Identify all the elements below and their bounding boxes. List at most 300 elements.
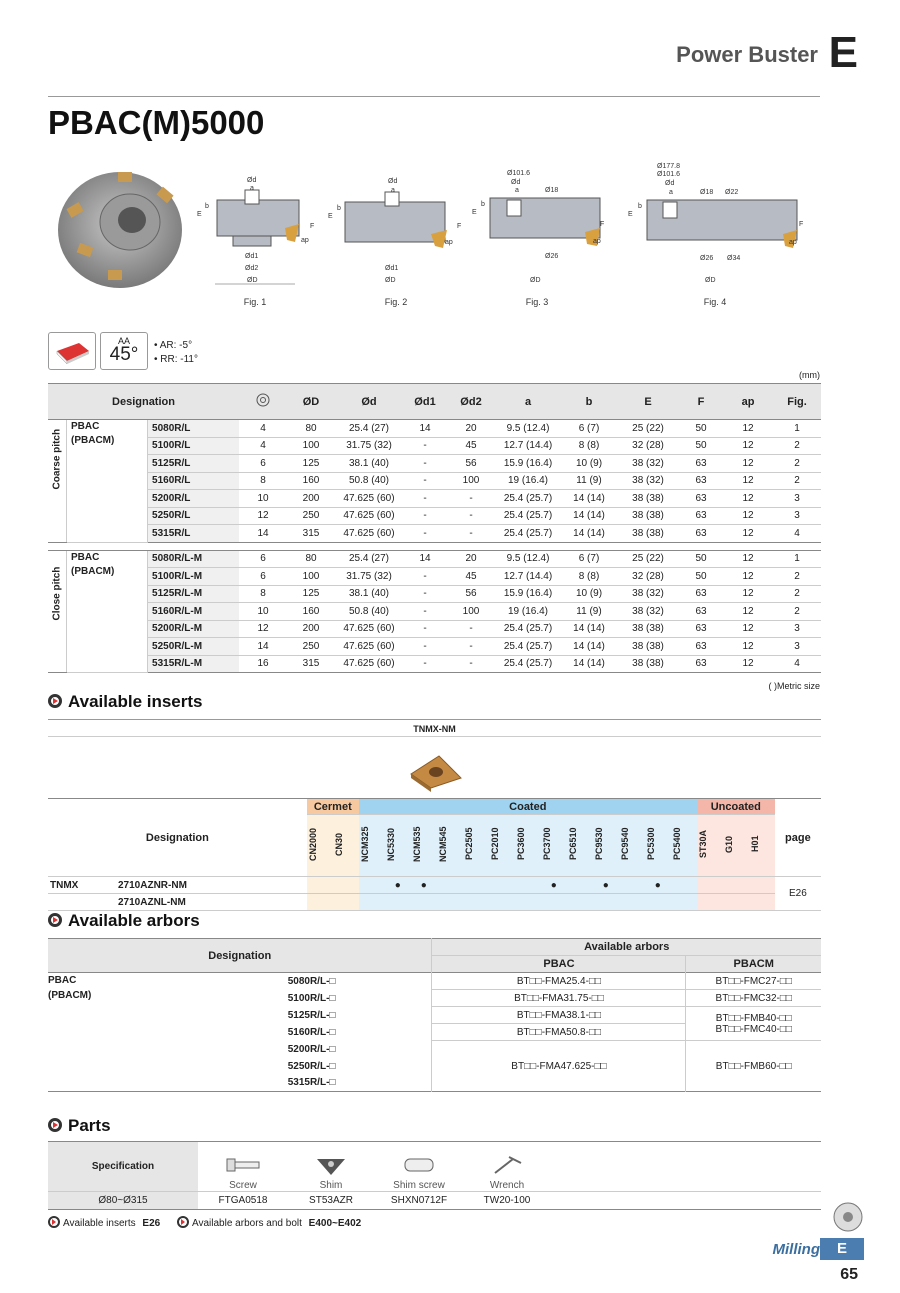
arb-col-pbacm: PBACM <box>686 956 821 973</box>
grade-name: NC5330 <box>385 827 396 861</box>
fig-label: Fig. 1 <box>243 297 267 307</box>
parts-table <box>48 1141 821 1210</box>
fig-dim-label: b <box>638 203 642 210</box>
footer-arbors[interactable]: Available arbors and bolt <box>192 1218 302 1229</box>
grade-header <box>307 815 333 877</box>
table-row <box>48 603 821 621</box>
arbors-heading <box>48 911 200 931</box>
pitch-text: Coarse pitch <box>51 429 63 490</box>
value-cell: 6 <box>239 568 287 586</box>
grade-cell <box>307 894 333 911</box>
unit-label: (mm) <box>799 370 820 380</box>
value-cell: 20 <box>447 550 495 568</box>
value-cell: 14 (14) <box>561 620 617 638</box>
value-cell: 3 <box>773 490 821 508</box>
value-cell: 160 <box>287 472 335 490</box>
grade-cell <box>463 894 489 911</box>
page-number: 65 <box>840 1266 858 1283</box>
value-cell: 50 <box>679 568 723 586</box>
value-cell: 38 (38) <box>617 655 679 673</box>
value-cell: 25.4 (27) <box>335 550 403 568</box>
footer-inserts-page[interactable]: E26 <box>142 1218 161 1229</box>
value-cell: 6 <box>239 550 287 568</box>
value-cell: 10 (9) <box>561 585 617 603</box>
value-cell: 47.625 (60) <box>335 525 403 543</box>
value-cell: 12 <box>723 585 773 603</box>
value-cell: - <box>447 525 495 543</box>
part-code: FTGA0518 <box>218 1195 268 1206</box>
coated-header: Coated <box>359 799 697 815</box>
value-cell: 250 <box>287 507 335 525</box>
value-cell: 125 <box>287 585 335 603</box>
value-cell: 2 <box>773 472 821 490</box>
value-cell: - <box>403 437 447 455</box>
arbors-table <box>48 938 821 1092</box>
value-cell: 8 <box>239 585 287 603</box>
value-cell: 47.625 (60) <box>335 655 403 673</box>
grade-name: CN30 <box>333 832 344 856</box>
fig-dim-label: E <box>197 211 202 218</box>
fig-dim-label: Ø101.6 <box>507 170 530 177</box>
fig-dim-label: a <box>250 185 254 192</box>
fig-dim-label: Ø177.8 <box>657 163 680 170</box>
value-cell: 12 <box>239 507 287 525</box>
fig-dim-label: Ø18 <box>545 187 559 194</box>
value-cell: 14 <box>403 420 447 438</box>
insert-angle-icon <box>48 332 96 370</box>
fig-dim-label: ØD <box>247 277 258 284</box>
col-a: a <box>495 384 561 420</box>
part-shim <box>288 1142 374 1192</box>
value-cell: - <box>403 620 447 638</box>
pbacm-arbor: BT□□-FMC32-□□ <box>686 990 821 1007</box>
bullet-icon <box>48 694 62 708</box>
fig-dim-label: Ød1 <box>385 265 399 272</box>
value-cell: 11 (9) <box>561 603 617 621</box>
value-cell: 32 (28) <box>617 437 679 455</box>
arbor-code: 5125R/L-□ <box>287 1009 336 1021</box>
grade-cell <box>515 877 541 894</box>
value-cell: 50 <box>679 420 723 438</box>
value-cell: 4 <box>239 437 287 455</box>
grade-cell <box>333 894 359 911</box>
value-cell: - <box>447 638 495 656</box>
arbor-code: 5250R/L-□ <box>287 1060 336 1072</box>
link-icon <box>48 1216 60 1228</box>
value-cell: - <box>403 455 447 473</box>
value-cell: 125 <box>287 455 335 473</box>
fig-dim-label: Ø22 <box>725 189 739 196</box>
value-cell: 25.4 (25.7) <box>495 525 561 543</box>
value-cell: 200 <box>287 490 335 508</box>
arbor-group <box>48 973 158 1092</box>
table-row <box>48 1007 821 1024</box>
pbacm-arbor <box>686 1007 821 1041</box>
part-wrench <box>464 1142 550 1192</box>
value-cell: 12 <box>723 655 773 673</box>
value-cell: 25.4 (25.7) <box>495 490 561 508</box>
value-cell: 315 <box>287 655 335 673</box>
col-F: F <box>679 384 723 420</box>
fig-dim-label: Ø26 <box>545 253 559 260</box>
arbor-line: BT□□-FMC40-□□ <box>715 1023 792 1035</box>
value-cell: 12 <box>723 437 773 455</box>
grade-cell <box>411 894 437 911</box>
value-cell: 3 <box>773 507 821 525</box>
page-title: PBAC(M)5000 <box>48 104 265 141</box>
value-cell: - <box>447 490 495 508</box>
part-screw <box>198 1142 288 1192</box>
grade-cell: ● <box>645 877 671 894</box>
value-cell: 2 <box>773 437 821 455</box>
value-cell: 14 (14) <box>561 638 617 656</box>
fig-dim-label: ap <box>445 239 453 246</box>
value-cell: 25.4 (25.7) <box>495 620 561 638</box>
value-cell: 50 <box>679 550 723 568</box>
value-cell: 38 (32) <box>617 603 679 621</box>
arbor-code: 5100R/L-□ <box>287 992 336 1004</box>
insert-code: 2710AZNR-NM <box>118 877 307 894</box>
col-designation: Designation <box>48 384 239 420</box>
cutter-product-image <box>48 160 188 295</box>
table-row <box>48 1041 821 1058</box>
value-cell: 2 <box>773 568 821 586</box>
value-cell: 38.1 (40) <box>335 585 403 603</box>
fig3-drawing <box>472 170 604 284</box>
designation-cell: 5100R/L-M <box>148 568 239 586</box>
value-cell: - <box>447 507 495 525</box>
value-cell: 6 (7) <box>561 420 617 438</box>
grade-header <box>541 815 567 877</box>
grade-header <box>411 815 437 877</box>
grade-header <box>437 815 463 877</box>
grade-name: PC3700 <box>541 827 552 861</box>
ins-col-designation: Designation <box>48 799 307 877</box>
value-cell: 31.75 (32) <box>335 568 403 586</box>
value-cell: 1 <box>773 420 821 438</box>
value-cell: - <box>403 568 447 586</box>
grade-cell <box>359 877 385 894</box>
inserts-title: Available inserts <box>68 692 203 711</box>
grade-name: CN2000 <box>307 827 318 861</box>
value-cell: 25.4 (25.7) <box>495 655 561 673</box>
value-cell: 9.5 (12.4) <box>495 550 561 568</box>
grade-cell <box>645 894 671 911</box>
value-cell: 25.4 (27) <box>335 420 403 438</box>
table-row <box>48 620 821 638</box>
aa-label: AA <box>117 336 130 346</box>
grade-header <box>645 815 671 877</box>
table-row <box>48 568 821 586</box>
arbor-line: BT□□-FMB40-□□ <box>715 1012 792 1024</box>
value-cell: 63 <box>679 472 723 490</box>
value-cell: 12 <box>723 472 773 490</box>
designation-cell: 5315R/L-M <box>148 655 239 673</box>
fig-dim-label: E <box>328 213 333 220</box>
wrench-icon <box>487 1153 527 1177</box>
part-name: Wrench <box>489 1180 525 1191</box>
value-cell: 63 <box>679 525 723 543</box>
fig-dim-label: b <box>481 201 485 208</box>
grade-cell <box>593 894 619 911</box>
grade-cell <box>489 894 515 911</box>
grade-name: PC5400 <box>671 827 682 861</box>
grade-cell <box>749 894 775 911</box>
insert-count-icon <box>256 393 270 407</box>
rake-angles <box>154 339 198 367</box>
pbac-arbor: BT□□-FMA47.625-□□ <box>432 1041 686 1092</box>
table-row <box>48 420 821 438</box>
grade-cell <box>437 894 463 911</box>
grade-name: PC3600 <box>515 827 526 861</box>
table-row <box>48 585 821 603</box>
value-cell: 10 <box>239 490 287 508</box>
value-cell: 2 <box>773 603 821 621</box>
grade-cell <box>567 877 593 894</box>
approach-angle-value: 45° <box>109 344 139 365</box>
value-cell: 12 <box>239 620 287 638</box>
col-E: E <box>617 384 679 420</box>
pbacm-arbor: BT□□-FMB60-□□ <box>686 1041 821 1092</box>
value-cell: 15.9 (16.4) <box>495 585 561 603</box>
col-b: b <box>561 384 617 420</box>
insert-page[interactable]: E26 <box>775 877 821 911</box>
table-row <box>48 655 821 673</box>
value-cell: 19 (16.4) <box>495 472 561 490</box>
grade-header <box>489 815 515 877</box>
value-cell: 80 <box>287 420 335 438</box>
arb-col-pbac: PBAC <box>432 956 686 973</box>
fig-dim-label: Ød <box>388 178 398 185</box>
fig-dim-label: Ød <box>665 180 675 187</box>
value-cell: 100 <box>287 568 335 586</box>
value-cell: 63 <box>679 455 723 473</box>
value-cell: 10 (9) <box>561 455 617 473</box>
parts-range: Ø80~Ø315 <box>48 1192 198 1210</box>
parts-col-spec: Specification <box>48 1142 198 1192</box>
value-cell: 8 (8) <box>561 437 617 455</box>
grade-name: H01 <box>749 835 760 853</box>
value-cell: 47.625 (60) <box>335 507 403 525</box>
dimension-drawings <box>195 163 825 295</box>
grade-header <box>671 815 697 877</box>
table-row <box>48 437 821 455</box>
thumbnail-cutter-icon <box>832 1198 864 1236</box>
value-cell: 8 <box>239 472 287 490</box>
value-cell: 38 (38) <box>617 507 679 525</box>
spec-table <box>48 383 821 673</box>
value-cell: 2 <box>773 455 821 473</box>
value-cell: - <box>403 638 447 656</box>
grade-name: PC5300 <box>645 827 656 861</box>
grade-header <box>359 815 385 877</box>
designation-cell: 5200R/L-M <box>148 620 239 638</box>
grade-cell <box>671 894 697 911</box>
fig-dim-label: a <box>515 187 519 194</box>
value-cell: 80 <box>287 550 335 568</box>
bullet-icon <box>48 913 62 927</box>
fig-dim-label: F <box>457 223 462 230</box>
grade-cell <box>671 877 697 894</box>
grade-name: PC2505 <box>463 827 474 861</box>
value-cell: 15.9 (16.4) <box>495 455 561 473</box>
screw-icon <box>223 1153 263 1177</box>
value-cell: 12 <box>723 550 773 568</box>
grade-name: NCM545 <box>437 826 448 862</box>
footer-links <box>48 1216 361 1229</box>
footer-inserts[interactable]: Available inserts <box>63 1218 136 1229</box>
section-title: Power Buster <box>676 42 818 67</box>
value-cell: 3 <box>773 620 821 638</box>
value-cell: 56 <box>447 455 495 473</box>
grade-cell <box>333 877 359 894</box>
fig-dim-label: Ød1 <box>245 253 259 260</box>
value-cell: 20 <box>447 420 495 438</box>
value-cell: 25.4 (25.7) <box>495 638 561 656</box>
metric-note: ( )Metric size <box>768 681 820 691</box>
tnmx-insert-image <box>405 750 465 792</box>
value-cell: - <box>403 490 447 508</box>
value-cell: 50.8 (40) <box>335 472 403 490</box>
fig1-drawing <box>197 177 314 284</box>
value-cell: 12 <box>723 507 773 525</box>
fig-label: Fig. 3 <box>525 297 549 307</box>
value-cell: 63 <box>679 655 723 673</box>
value-cell: - <box>403 603 447 621</box>
footer-arbors-page[interactable]: E400~E402 <box>308 1218 362 1229</box>
fig-label: Fig. 4 <box>703 297 727 307</box>
value-cell: 14 <box>403 550 447 568</box>
group-line: (PBACM) <box>48 990 92 1001</box>
value-cell: - <box>447 620 495 638</box>
value-cell: 38 (32) <box>617 455 679 473</box>
pbac-arbor: BT□□-FMA38.1-□□ <box>432 1007 686 1024</box>
group-line: PBAC <box>48 975 77 986</box>
grade-header <box>333 815 359 877</box>
grade-cell <box>541 894 567 911</box>
value-cell: 31.75 (32) <box>335 437 403 455</box>
fig-dim-label: b <box>205 203 209 210</box>
value-cell: 4 <box>773 525 821 543</box>
table-row <box>48 507 821 525</box>
category-label: Milling <box>772 1241 820 1258</box>
grade-name: NCM325 <box>359 826 370 862</box>
fig2-drawing <box>328 178 461 284</box>
pitch-text: Close pitch <box>51 566 63 621</box>
value-cell: 3 <box>773 638 821 656</box>
value-cell: 45 <box>447 437 495 455</box>
grade-cell <box>723 877 749 894</box>
fig-dim-label: Ø26 <box>700 255 714 262</box>
value-cell: 200 <box>287 620 335 638</box>
value-cell: 12 <box>723 490 773 508</box>
fig-dim-label: F <box>799 221 804 228</box>
grade-name: ST30A <box>697 830 708 859</box>
table-row <box>48 990 821 1007</box>
grade-header <box>463 815 489 877</box>
value-cell: 56 <box>447 585 495 603</box>
value-cell: 32 (28) <box>617 568 679 586</box>
value-cell: 25 (22) <box>617 420 679 438</box>
parts-heading <box>48 1116 111 1136</box>
pbac-arbor: BT□□-FMA31.75-□□ <box>432 990 686 1007</box>
value-cell: 47.625 (60) <box>335 490 403 508</box>
value-cell: 12.7 (14.4) <box>495 568 561 586</box>
grade-cell: ● <box>385 877 411 894</box>
group-name <box>67 420 148 543</box>
value-cell: 11 (9) <box>561 472 617 490</box>
value-cell: 10 <box>239 603 287 621</box>
value-cell: 38 (38) <box>617 638 679 656</box>
grade-cell <box>723 894 749 911</box>
part-name: Shim screw <box>393 1180 445 1191</box>
value-cell: 63 <box>679 585 723 603</box>
grade-cell: ● <box>411 877 437 894</box>
value-cell: 160 <box>287 603 335 621</box>
grade-name: G10 <box>723 835 734 853</box>
fig-dim-label: a <box>669 189 673 196</box>
arbors-title: Available arbors <box>68 911 200 930</box>
value-cell: 14 <box>239 525 287 543</box>
fig-dim-label: Ød2 <box>245 265 259 272</box>
grade-header <box>619 815 645 877</box>
group-name <box>67 550 148 673</box>
section-letter: E <box>828 28 858 77</box>
part-name: Shim <box>319 1180 343 1191</box>
grade-cell <box>697 894 723 911</box>
fig-dim-label: ap <box>301 237 309 244</box>
grade-name: PC6510 <box>567 827 578 861</box>
insert-type-header: TNMX-NM <box>48 719 821 737</box>
value-cell: - <box>403 472 447 490</box>
value-cell: 25.4 (25.7) <box>495 507 561 525</box>
fig-dim-label: Ø34 <box>727 255 741 262</box>
value-cell: 63 <box>679 603 723 621</box>
col-d2: Ød2 <box>447 384 495 420</box>
value-cell: - <box>403 655 447 673</box>
group-line: (PBACM) <box>71 565 115 577</box>
grade-header <box>385 815 411 877</box>
value-cell: 12 <box>723 568 773 586</box>
designation-cell: 5315R/L <box>148 525 239 543</box>
value-cell: 9.5 (12.4) <box>495 420 561 438</box>
table-row <box>48 638 821 656</box>
value-cell: 100 <box>287 437 335 455</box>
value-cell: - <box>403 525 447 543</box>
cermet-header: Cermet <box>307 799 359 815</box>
value-cell: 12 <box>723 638 773 656</box>
value-cell: 14 (14) <box>561 655 617 673</box>
grade-cell <box>567 894 593 911</box>
grade-cell <box>437 877 463 894</box>
approach-angle-box <box>100 332 148 370</box>
designation-cell: 5250R/L-M <box>148 638 239 656</box>
col-d1: Ød1 <box>403 384 447 420</box>
col-fig: Fig. <box>773 384 821 420</box>
value-cell: - <box>403 507 447 525</box>
fig-dim-label: b <box>337 205 341 212</box>
shim-icon <box>311 1153 351 1177</box>
ins-col-page: page <box>775 799 821 877</box>
fig-dim-label: ØD <box>705 277 716 284</box>
grade-cell <box>489 877 515 894</box>
value-cell: 14 (14) <box>561 490 617 508</box>
table-row <box>48 894 821 911</box>
value-cell: 8 (8) <box>561 568 617 586</box>
value-cell: 38 (32) <box>617 585 679 603</box>
header-divider <box>48 96 820 97</box>
value-cell: 38.1 (40) <box>335 455 403 473</box>
